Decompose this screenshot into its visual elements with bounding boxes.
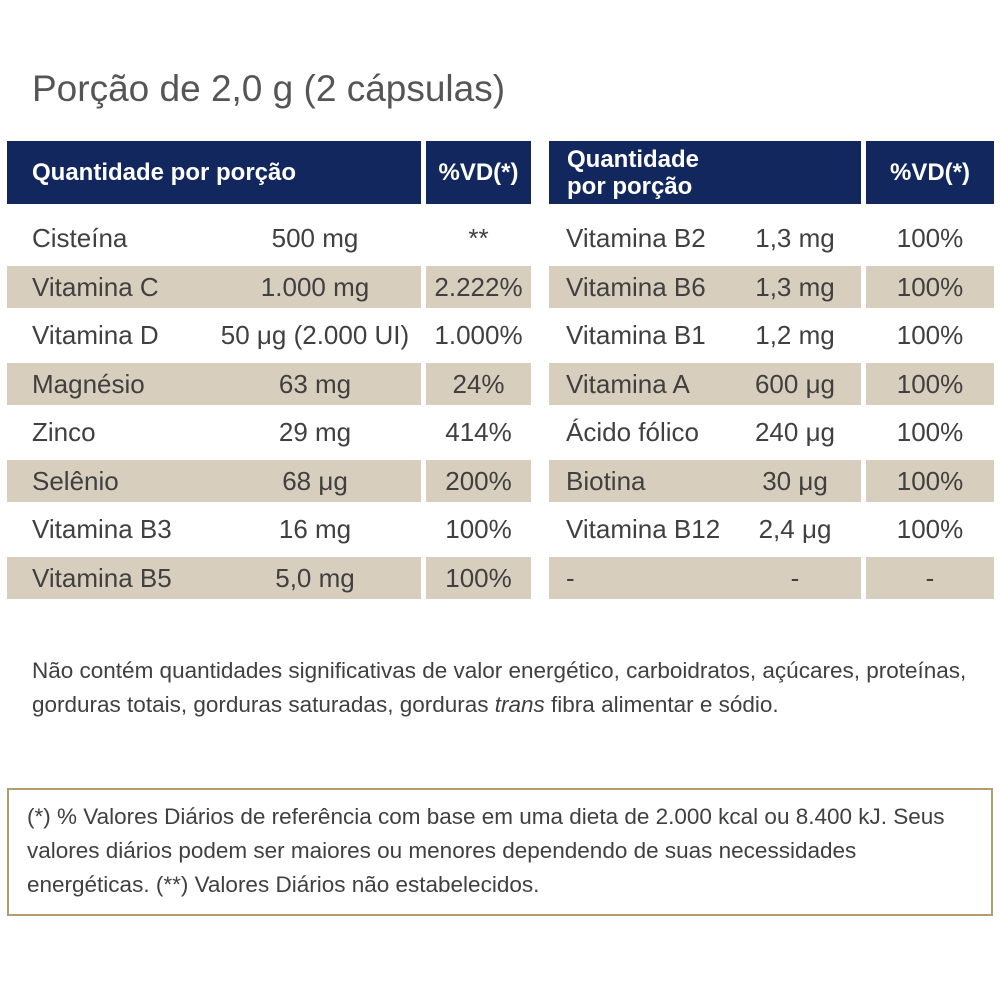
right-nutrient-name: Vitamina B1: [566, 320, 706, 350]
right-nutrient-amount: 600 μg: [754, 369, 836, 399]
right-nutrient-vd: 100%: [896, 223, 964, 253]
left-nutrient-amount: 5,0 mg: [275, 563, 355, 593]
right-nutrient-name: Vitamina B6: [566, 272, 706, 302]
left-nutrient-name: Magnésio: [32, 369, 145, 399]
left-nutrient-name: Vitamina B3: [32, 514, 172, 544]
left-nutrient-amount: 50 μg (2.000 UI): [220, 320, 410, 350]
right-nutrient-name: Vitamina B2: [566, 223, 706, 253]
footnote-box: [7, 788, 993, 916]
right-nutrient-amount: 1,3 mg: [755, 223, 835, 253]
footnote-text: (*) % Valores Diários de referência com base em uma dieta de 2.000 kcal ou 8.400 kJ. Seus valores diários podem ser maiores ou menores dependendo de suas necessidades energéticas. (**) Valores Diários não estabelecidos.: [27, 804, 945, 897]
right-nutrient-vd: 100%: [896, 466, 964, 496]
left-nutrient-name: Vitamina C: [32, 272, 159, 302]
right-nutrient-name: -: [566, 563, 575, 593]
right-nutrient-vd: 100%: [896, 272, 964, 302]
left-nutrient-amount: 68 μg: [282, 466, 348, 496]
right-nutrient-vd: 100%: [896, 514, 964, 544]
right-nutrient-vd: -: [925, 563, 935, 593]
right-nutrient-amount: -: [790, 563, 800, 593]
nutrition-note: [32, 654, 970, 722]
left-nutrient-amount: 63 mg: [278, 369, 352, 399]
left-nutrient-name: Zinco: [32, 417, 96, 447]
right-nutrient-amount: 1,2 mg: [755, 320, 835, 350]
left-nutrient-amount: 16 mg: [278, 514, 352, 544]
note-text-after: fibra alimentar e sódio.: [544, 692, 779, 717]
left-nutrient-name: Selênio: [32, 466, 119, 496]
note-text-before: Não contém quantidades significativas de valor energético, carboidratos, açúcares, proteínas, gorduras totais, gorduras saturadas, gorduras: [32, 658, 967, 717]
left-nutrient-vd: 414%: [445, 417, 512, 447]
right-header-quantity-line1: Quantidade: [567, 145, 700, 173]
right-nutrient-name: Vitamina A: [566, 369, 690, 399]
left-nutrient-amount: 500 mg: [271, 223, 359, 253]
left-nutrient-vd: 100%: [445, 514, 512, 544]
right-nutrient-amount: 240 μg: [754, 417, 836, 447]
left-nutrient-amount: 1.000 mg: [260, 272, 370, 302]
right-nutrient-amount: 1,3 mg: [755, 272, 835, 302]
right-nutrient-vd: 100%: [896, 320, 964, 350]
left-nutrient-name: Cisteína: [32, 223, 128, 253]
right-header-vd: %VD(*): [866, 141, 994, 204]
left-nutrient-vd: 200%: [445, 466, 512, 496]
left-nutrient-vd: 100%: [445, 563, 512, 593]
right-nutrient-name: Vitamina B12: [566, 514, 721, 544]
left-nutrient-vd: **: [468, 223, 489, 253]
right-header-quantity-line2: por porção: [567, 172, 693, 200]
note-text-italic: trans: [494, 692, 545, 717]
left-nutrient-amount: 29 mg: [278, 417, 352, 447]
right-nutrient-amount: 2,4 μg: [758, 514, 832, 544]
portion-title: Porção de 2,0 g (2 cápsulas): [32, 68, 506, 109]
left-nutrient-name: Vitamina B5: [32, 563, 172, 593]
right-header-quantity: [549, 141, 861, 204]
left-nutrient-vd: 24%: [452, 369, 505, 399]
left-nutrient-vd: 1.000%: [434, 320, 523, 350]
right-nutrient-name: Ácido fólico: [566, 417, 699, 447]
right-nutrient-vd: 100%: [896, 417, 964, 447]
left-header-quantity: Quantidade por porção: [7, 141, 421, 204]
left-header-vd: %VD(*): [426, 141, 531, 204]
right-nutrient-name: Biotina: [566, 466, 646, 496]
right-nutrient-vd: 100%: [896, 369, 964, 399]
left-nutrient-name: Vitamina D: [32, 320, 159, 350]
right-nutrient-amount: 30 μg: [762, 466, 828, 496]
left-nutrient-vd: 2.222%: [434, 272, 523, 302]
